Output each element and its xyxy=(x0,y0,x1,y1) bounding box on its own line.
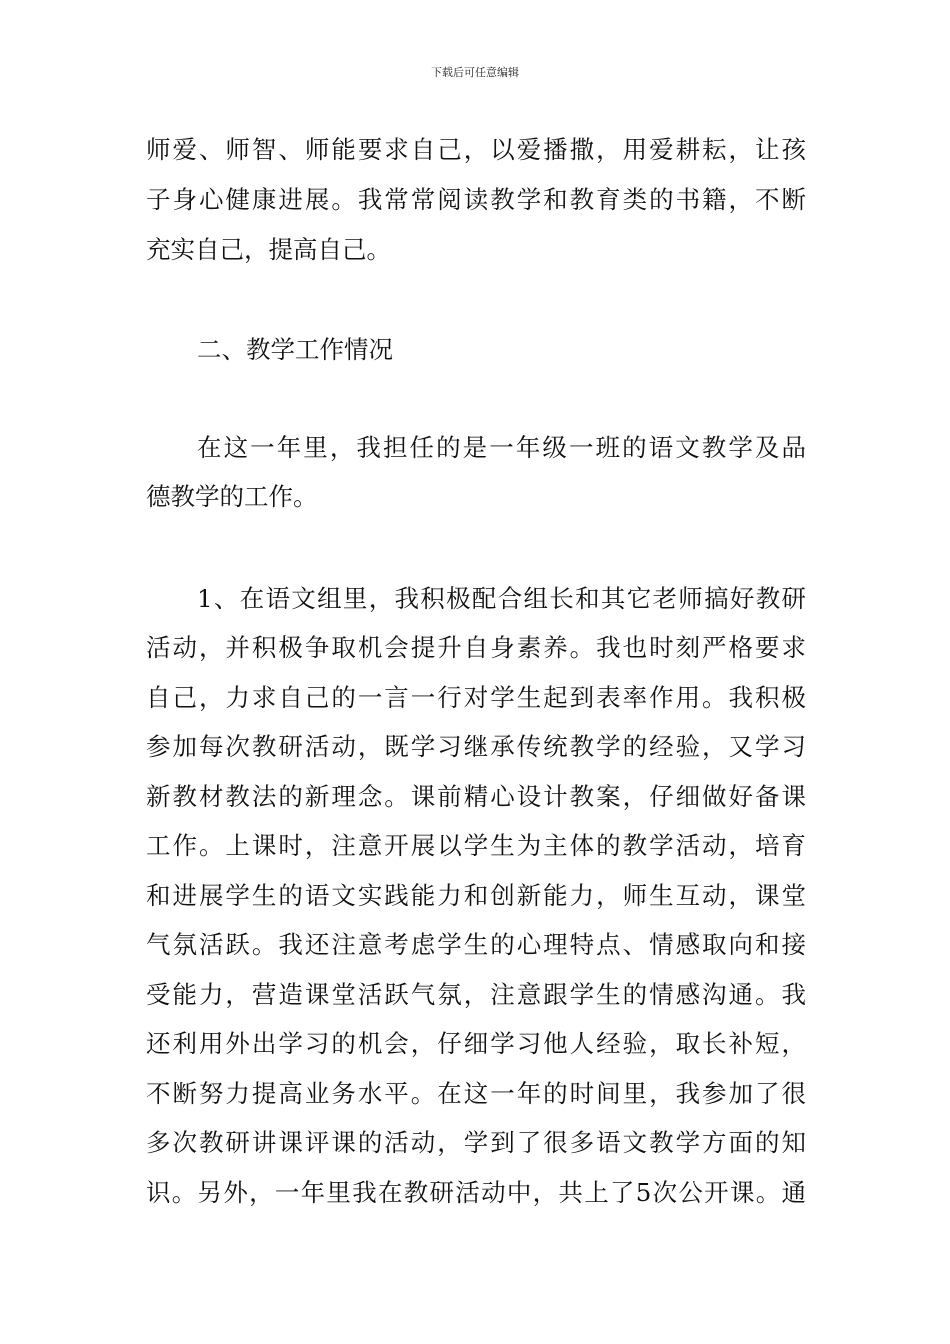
text-line: 和进展学生的语文实践能力和创新能力，师生互动，课堂 xyxy=(146,881,806,910)
text-line: 自己，力求自己的一言一行对学生起到表率作用。我积极 xyxy=(146,683,806,712)
text-line: 德教学的工作。 xyxy=(146,482,318,511)
text-line: 工作。上课时，注意开展以学生为主体的教学活动，培育 xyxy=(146,831,806,860)
text-line: 师爱、师智、师能要求自己，以爱播撒，用爱耕耘，让孩 xyxy=(146,135,806,164)
text-line: 在这一年里，我担任的是一年级一班的语文教学及品 xyxy=(197,433,806,462)
text-line: 受能力，营造课堂活跃气氛，注意跟学生的情感沟通。我 xyxy=(146,980,806,1009)
text-line: 不断努力提高业务水平。在这一年的时间里，我参加了很 xyxy=(146,1079,806,1108)
text-line: 子身心健康进展。我常常阅读教学和教育类的书籍，不断 xyxy=(146,185,806,214)
text-line: 活动，并积极争取机会提升自身素养。我也时刻严格要求 xyxy=(146,633,806,662)
text-line: 参加每次教研活动，既学习继承传统教学的经验，又学习 xyxy=(146,732,806,761)
text-line: 新教材教法的新理念。课前精心设计教案，仔细做好备课 xyxy=(146,782,806,811)
text-line: 多次教研讲课评课的活动，学到了很多语文教学方面的知 xyxy=(146,1128,806,1157)
text-line: 还利用外出学习的机会，仔细学习他人经验，取长补短， xyxy=(146,1029,806,1058)
section-heading: 二、教学工作情况 xyxy=(197,335,393,364)
text-line: 充实自己，提高自己。 xyxy=(146,235,391,264)
page-header-note: 下载后可任意编辑 xyxy=(431,66,519,79)
text-line: 1、在语文组里，我积极配合组长和其它老师搞好教研 xyxy=(197,584,806,613)
text-line: 识。另外，一年里我在教研活动中，共上了5次公开课。通 xyxy=(146,1178,806,1207)
text-line: 气氛活跃。我还注意考虑学生的心理特点、情感取向和接 xyxy=(146,930,806,959)
